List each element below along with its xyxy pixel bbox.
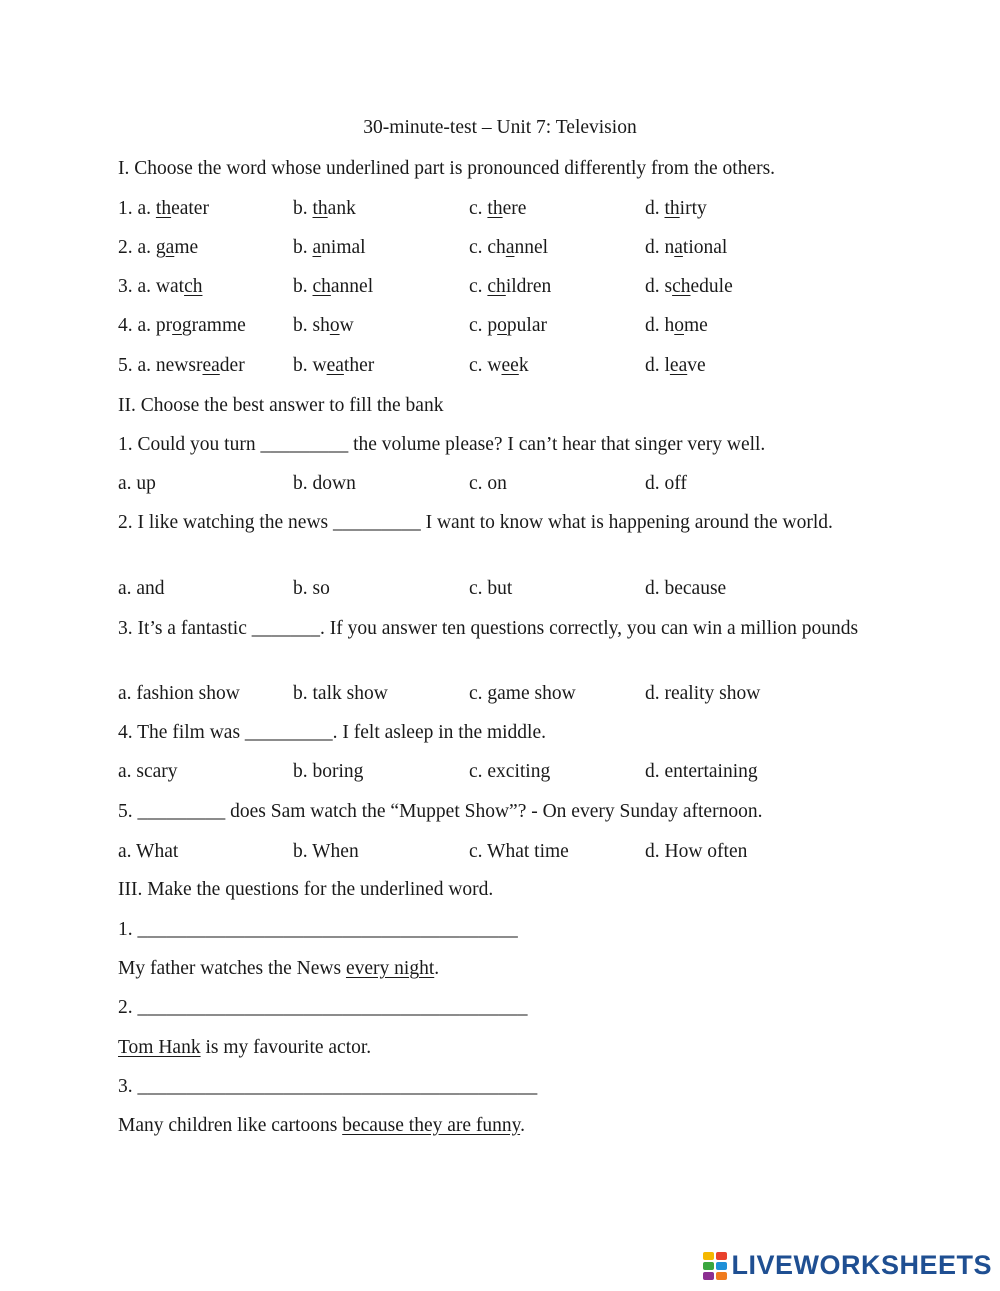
section3-heading: III. Make the questions for the underlined word. [118, 879, 494, 900]
pron-q4-option-d: d. home [645, 315, 708, 336]
underlined-sound: ch [184, 276, 203, 297]
q1-option-a: a. up [118, 473, 156, 494]
underlined-phrase: Tom Hank [118, 1037, 201, 1058]
q3-option-b: b. talk show [293, 683, 388, 704]
q3-option-d: d. reality show [645, 683, 761, 704]
pron-q5-option-b: b. weather [293, 355, 375, 376]
sentence-3: Many children like cartoons because they are funny. [118, 1115, 525, 1136]
underlined-sound: ea [669, 355, 688, 376]
logo-text: LIVEWORKSHEETS [731, 1250, 992, 1280]
underlined-sound: a [312, 237, 322, 258]
sentence-1: My father watches the News every night. [118, 958, 440, 979]
pron-q3-option-a: 3. a. watch [118, 276, 203, 297]
underlined-sound: a [505, 237, 515, 258]
pron-q5-option-a: 5. a. newsreader [118, 355, 245, 376]
underlined-sound: ea [326, 355, 344, 376]
pron-q1-option-b: b. thank [293, 198, 356, 219]
pron-q4-option-c: c. popular [469, 315, 547, 336]
pron-q2-option-d: d. national [645, 237, 728, 258]
question-3: 3. It’s a fantastic _______. If you answer ten questions correctly, you can win a million pounds [118, 618, 859, 639]
pron-q4-option-b: b. show [293, 315, 354, 336]
underlined-sound: ea [202, 355, 220, 376]
pron-q2-option-c: c. channel [469, 237, 549, 258]
underlined-sound: o [329, 315, 340, 336]
q1-option-b: b. down [293, 473, 356, 494]
question-1: 1. Could you turn _________ the volume please? I can’t hear that singer very well. [118, 434, 766, 455]
pron-q3-option-c: c. children [469, 276, 552, 297]
question-2: 2. I like watching the news _________ I want to know what is happening around the world. [118, 512, 833, 533]
underlined-sound: th [487, 198, 503, 219]
q5-option-b: b. When [293, 841, 359, 862]
answer-line-2[interactable]: 2. ________________________________________ [118, 997, 528, 1018]
q4-option-b: b. boring [293, 761, 364, 782]
underlined-sound: a [674, 237, 683, 258]
underlined-sound: ch [312, 276, 331, 297]
underlined-sound: a [165, 237, 175, 258]
underlined-sound: o [497, 315, 507, 336]
section2-heading: II. Choose the best answer to fill the bank [118, 395, 444, 416]
pron-q1-option-d: d. thirty [645, 198, 707, 219]
pron-q5-option-d: d. leave [645, 355, 706, 376]
underlined-sound: ch [672, 276, 691, 297]
q1-option-d: d. off [645, 473, 687, 494]
question-4: 4. The film was _________. I felt asleep in the middle. [118, 722, 547, 743]
section1-heading: I. Choose the word whose underlined part is pronounced differently from the others. [118, 158, 776, 179]
q4-option-d: d. entertaining [645, 761, 758, 782]
page-title: 30-minute-test – Unit 7: Television [363, 117, 637, 138]
q3-option-c: c. game show [469, 683, 576, 704]
q1-option-c: c. on [469, 473, 507, 494]
logo-blocks-icon [703, 1252, 727, 1280]
q5-option-c: c. What time [469, 841, 569, 862]
pron-q5-option-c: c. week [469, 355, 529, 376]
q4-option-c: c. exciting [469, 761, 551, 782]
q5-option-a: a. What [118, 841, 179, 862]
pron-q1-option-a: 1. a. theater [118, 198, 209, 219]
pron-q4-option-a: 4. a. programme [118, 315, 246, 336]
answer-line-3[interactable]: 3. _________________________________________ [118, 1076, 538, 1097]
underlined-sound: th [312, 198, 328, 219]
underlined-sound: th [155, 198, 172, 219]
q3-option-a: a. fashion show [118, 683, 240, 704]
answer-line-1[interactable]: 1. _______________________________________ [118, 919, 518, 940]
q2-option-d: d. because [645, 578, 727, 599]
underlined-sound: th [664, 198, 680, 219]
pron-q1-option-c: c. there [469, 198, 527, 219]
underlined-sound: ee [501, 355, 519, 376]
question-5: 5. _________ does Sam watch the “Muppet Show”? - On every Sunday afternoon. [118, 801, 763, 822]
liveworksheets-logo [703, 1250, 992, 1281]
underlined-sound: ch [487, 276, 506, 297]
sentence-2: Tom Hank is my favourite actor. [118, 1037, 372, 1058]
pron-q2-option-a: 2. a. game [118, 237, 199, 258]
pron-q2-option-b: b. animal [293, 237, 366, 258]
q2-option-c: c. but [469, 578, 513, 599]
underlined-phrase: because they are funny [342, 1115, 521, 1136]
q5-option-d: d. How often [645, 841, 748, 862]
underlined-sound: o [172, 315, 182, 336]
q2-option-b: b. so [293, 578, 330, 599]
q2-option-a: a. and [118, 578, 165, 599]
underlined-phrase: every night [345, 958, 435, 979]
q4-option-a: a. scary [118, 761, 178, 782]
pron-q3-option-d: d. schedule [645, 276, 733, 297]
pron-q3-option-b: b. channel [293, 276, 374, 297]
underlined-sound: o [674, 315, 684, 336]
